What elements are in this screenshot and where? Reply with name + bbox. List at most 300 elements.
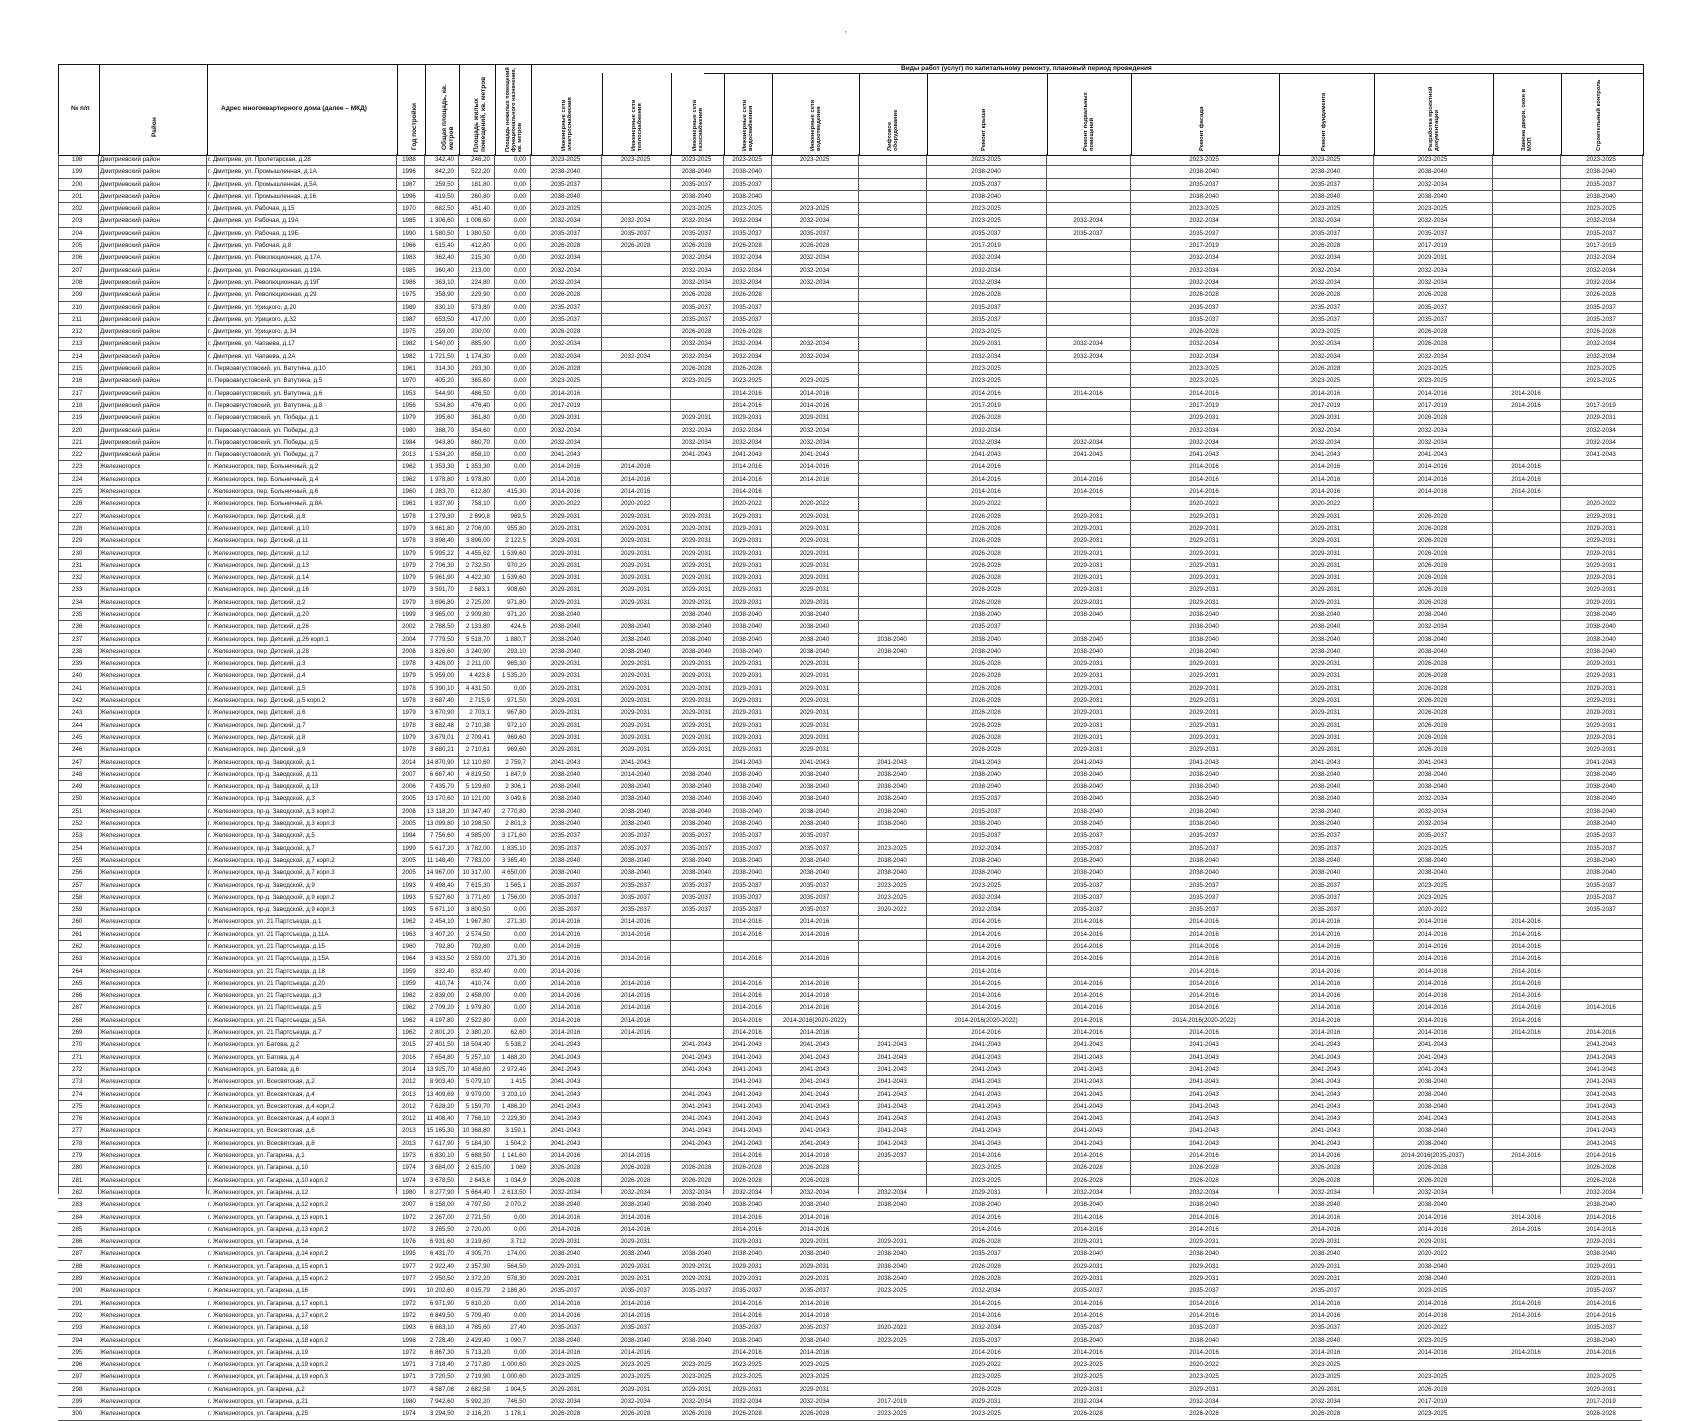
cell-s: 13 118,20 [426, 807, 454, 815]
cell-work: 2029-2031 [1189, 1238, 1219, 1246]
cell-work: 2035-2037 [732, 893, 762, 901]
cell-s: 1 580,50 [429, 229, 454, 237]
cell-s: 1 283,70 [429, 488, 454, 496]
cell-work: 2035-2037 [681, 303, 712, 311]
cell-s: 4 587,08 [429, 1385, 454, 1393]
table-row [58, 855, 1642, 867]
table-row [58, 1175, 1642, 1187]
cell-s: 7 779,50 [429, 635, 454, 643]
cell-work: 2023-2025 [1310, 328, 1341, 336]
cell-work: 2041-2043 [1310, 1053, 1341, 1061]
cell-work: 2014-2016 [799, 475, 830, 483]
cell-work: 2041-2043 [971, 1041, 1001, 1049]
cell-work [1492, 375, 1560, 386]
cell-d: Дмитриевский район [100, 168, 160, 176]
cell-work: 2035-2037 [1073, 893, 1103, 901]
cell-work: 2029-2031 [1586, 549, 1616, 557]
cell-work [771, 326, 858, 337]
cell-work: 2041-2043 [550, 1102, 581, 1110]
cell-work: 2014-2016 [1189, 488, 1219, 496]
cell-n: 218 [72, 401, 83, 409]
cell-work: 2041-2043 [1310, 1102, 1341, 1110]
cell-work: 2035-2037 [550, 893, 581, 901]
cell-work [858, 990, 926, 1001]
cell-work: 2029-2031 [732, 598, 762, 606]
cell-work: 2035-2037 [1189, 303, 1219, 311]
cell-work: 2014-2016 [1511, 1152, 1541, 1160]
cell-work [601, 1101, 670, 1112]
cell-n: 290 [72, 1287, 83, 1295]
cell-work: 2014-2016 [550, 943, 581, 950]
cell-work [858, 929, 926, 940]
cell-work: 2035-2037 [732, 906, 762, 914]
cell-work: 2026-2028 [681, 242, 712, 250]
table-row [58, 375, 1642, 387]
cell-a: п. Первоавгустовский, ул. Ватутина, д.8 [208, 401, 323, 409]
cell-work: 2032-2034 [732, 217, 762, 225]
cell-work [1492, 658, 1560, 669]
cell-work: 2038-2040 [971, 647, 1001, 655]
cell-work: 2029-2031 [1310, 746, 1341, 754]
cell-work: 2032-2034 [1189, 278, 1219, 286]
cell-a: п. Первоавгустовский, ул. Победы, д.1 [208, 414, 319, 422]
cell-work [1492, 1187, 1560, 1198]
cell-r: 260,80 [471, 192, 490, 200]
cell-work: 2026-2028 [1417, 1176, 1448, 1184]
cell-work: 2038-2040 [1310, 623, 1341, 631]
cell-work: 2041-2043 [877, 1102, 907, 1110]
cell-s: 342,40 [435, 156, 454, 163]
table-row [58, 1039, 1642, 1051]
cell-nr: 2 770,80 [501, 807, 526, 815]
cell-work [1492, 621, 1560, 632]
cell-nr: 578,30 [507, 1275, 526, 1283]
cell-work: 2041-2043 [1073, 1115, 1103, 1123]
cell-work: 2026-2028 [1417, 672, 1448, 680]
cell-work: 2038-2040 [1310, 192, 1341, 200]
cell-work: 2029-2031 [799, 537, 830, 545]
cell-work: 2020-2022 [1189, 1361, 1219, 1369]
cell-work: 2038-2040 [1586, 1250, 1616, 1258]
table-row [58, 437, 1642, 449]
table-row [58, 1089, 1642, 1101]
cell-work [858, 486, 926, 497]
cell-work: 2026-2028 [971, 733, 1001, 741]
cell-work: 2032-2034 [1417, 352, 1448, 360]
cell-work: 2041-2043 [681, 1102, 712, 1110]
cell-work: 2029-2031 [681, 733, 712, 741]
cell-work: 2035-2037 [1189, 1324, 1219, 1332]
cell-work [1046, 425, 1130, 436]
cell-s: 419,50 [435, 192, 454, 200]
cell-r: 2 458,00 [465, 992, 490, 1000]
cell-work: 2014-2016 [1417, 930, 1448, 938]
cell-work: 2041-2043 [1189, 1127, 1219, 1135]
cell-work: 2041-2043 [1189, 1053, 1219, 1061]
cell-work: 2029-2031 [1310, 598, 1341, 606]
cell-work: 2029-2031 [1073, 709, 1103, 717]
cell-n: 221 [72, 438, 83, 446]
cell-work [771, 302, 858, 313]
cell-work: 2029-2031 [799, 1385, 830, 1393]
cell-work: 2029-2031 [550, 660, 581, 668]
cell-work: 2029-2031 [1073, 1385, 1103, 1393]
cell-y: 2012 [402, 1115, 416, 1123]
cell-s: 11 148,40 [426, 856, 454, 864]
cell-work [1492, 228, 1560, 239]
cell-n: 239 [72, 660, 83, 668]
cell-y: 1979 [402, 549, 416, 557]
cell-d: Железногорск [100, 770, 141, 778]
cell-y: 2013 [402, 451, 416, 459]
cell-n: 280 [72, 1164, 83, 1172]
table-row [58, 1162, 1642, 1174]
cell-work: 2014-2016 [1310, 1348, 1341, 1356]
cell-d: Дмитриевский район [100, 340, 160, 348]
cell-work [601, 203, 670, 214]
cell-nr: 0,00 [513, 451, 526, 459]
cell-work: 2023-2025 [550, 1373, 581, 1381]
cell-y: 1962 [402, 475, 416, 483]
cell-work: 2038-2040 [799, 807, 830, 815]
cell-work [670, 498, 723, 509]
cell-work [858, 1027, 926, 1038]
cell-work: 2038-2040 [971, 770, 1001, 778]
cell-work: 2041-2043 [971, 451, 1001, 459]
cell-work: 2014-2016 [971, 463, 1001, 471]
cell-work: 2014-2016 [1310, 488, 1341, 496]
cell-a: г. Железногорск, пер. Больничный, д.8А [208, 500, 323, 508]
cell-work: 2038-2040 [550, 192, 581, 200]
cell-nr: 970,20 [507, 561, 526, 569]
cell-s: 314,30 [435, 365, 454, 373]
cell-work: 2038-2040 [799, 623, 830, 631]
cell-work: 2023-2025 [971, 1164, 1001, 1172]
cell-y: 2006 [402, 783, 416, 791]
cell-work: 2038-2040 [1417, 610, 1448, 618]
cell-work: 2029-2031 [620, 660, 651, 668]
cell-nr: 0,00 [513, 217, 526, 225]
cell-r: 213,00 [471, 266, 490, 274]
cell-nr: 1 880,7 [505, 635, 526, 643]
cell-work: 2029-2031 [732, 414, 762, 422]
cell-work: 2041-2043 [1189, 1102, 1219, 1110]
cell-work: 2032-2034 [877, 1188, 907, 1196]
cell-work: 2020-2022 [1310, 500, 1341, 508]
table-row [58, 707, 1642, 719]
cell-n: 240 [72, 672, 83, 680]
cell-r: 412,80 [471, 242, 490, 250]
cell-work: 2026-2028 [1417, 721, 1448, 729]
cell-y: 2005 [402, 856, 416, 864]
cell-a: г. Железногорск, ул. Гагарина, д.19 корп.3 [208, 1373, 328, 1381]
cell-work: 2038-2040 [550, 623, 581, 631]
cell-work: 2014-2016 [1511, 967, 1541, 975]
cell-work: 2014-2016 [1586, 1299, 1616, 1307]
cell-work: 2041-2043 [1189, 1139, 1219, 1147]
cell-work: 2035-2037 [1586, 893, 1616, 901]
cell-work [601, 338, 670, 349]
cell-work: 2014-2016 [1417, 1311, 1448, 1319]
cell-y: 1961 [402, 365, 416, 373]
cell-work: 2035-2037 [620, 229, 651, 237]
cell-nr: 971,20 [507, 610, 526, 618]
cell-work: 2038-2040 [1189, 1250, 1219, 1258]
cell-s: 3 687,40 [429, 697, 454, 705]
cell-work: 2038-2040 [620, 1201, 651, 1209]
cell-work: 2026-2028 [1417, 684, 1448, 692]
cell-n: 279 [72, 1152, 83, 1160]
cell-work [858, 1310, 926, 1321]
cell-work: 2026-2028 [971, 561, 1001, 569]
cell-work [601, 425, 670, 436]
cell-work: 2023-2025 [877, 893, 907, 901]
cell-a: г. Дмитриев, ул. Промышленная, д.16 [208, 192, 317, 200]
cell-r: 200,00 [471, 328, 490, 336]
table-row [58, 511, 1642, 523]
cell-s: 3 678,50 [429, 1176, 454, 1184]
cell-work [601, 277, 670, 288]
cell-work [858, 572, 926, 583]
cell-work: 2029-2031 [732, 1385, 762, 1393]
table-row [58, 1261, 1642, 1273]
cell-work [1046, 154, 1130, 165]
cell-a: г. Железногорск, пер. Больничный, д.2 [208, 463, 319, 471]
cell-work [670, 1310, 723, 1321]
cell-work [858, 314, 926, 325]
cell-work [1492, 572, 1560, 583]
cell-work: 2023-2025 [971, 881, 1001, 889]
cell-nr: 0,00 [513, 1004, 526, 1012]
cell-work [1492, 560, 1560, 571]
cell-a: г. Железногорск, пр-д. Заводской, д.7 корп.3 [208, 869, 335, 877]
cell-work: 2038-2040 [1189, 168, 1219, 176]
cell-work: 2014-2016 [971, 967, 1001, 975]
cell-work: 2014-2016 [1310, 967, 1341, 975]
cell-work: 2029-2031 [681, 660, 712, 668]
table-row [58, 1408, 1642, 1420]
cell-work: 2038-2040 [1417, 783, 1448, 791]
cell-s: 259,50 [435, 180, 454, 188]
cell-nr: 0,00 [513, 242, 526, 250]
cell-work [670, 486, 723, 497]
cell-y: 1972 [402, 1225, 416, 1233]
cell-y: 1974 [402, 1410, 416, 1418]
cell-d: Железногорск [100, 955, 141, 963]
grid-line [530, 154, 531, 1194]
cell-nr: 1 000,60 [501, 1373, 526, 1381]
cell-work [858, 695, 926, 706]
cell-work: 2023-2025 [1417, 1373, 1448, 1381]
cell-s: 2 788,50 [429, 623, 454, 631]
cell-nr: 0,00 [513, 205, 526, 213]
cell-s: 3 718,40 [429, 1361, 454, 1369]
table-row [58, 277, 1642, 289]
cell-work [1046, 166, 1130, 177]
cell-r: 2 372,20 [465, 1275, 490, 1283]
cell-work [858, 1212, 926, 1223]
table-row [58, 326, 1642, 338]
cell-work: 2035-2037 [681, 180, 712, 188]
cell-work [858, 302, 926, 313]
table-row [58, 203, 1642, 215]
cell-work: 2038-2040 [620, 869, 651, 877]
cell-work: 2041-2043 [971, 1078, 1001, 1086]
cell-work: 2017-2019 [550, 401, 581, 409]
cell-work [1492, 425, 1560, 436]
cell-s: 6 431,70 [429, 1250, 454, 1258]
cell-work: 2032-2034 [971, 426, 1001, 434]
cell-work: 2029-2031 [550, 598, 581, 606]
table-row [58, 1347, 1642, 1359]
cell-r: 4 423,8 [469, 672, 490, 680]
cell-work: 2035-2037 [799, 881, 830, 889]
cell-work [1046, 363, 1130, 374]
cell-work: 2035-2037 [681, 229, 712, 237]
cell-s: 832,40 [435, 967, 454, 975]
cell-work: 2026-2028 [681, 291, 712, 299]
cell-work: 2029-2031 [1189, 721, 1219, 729]
cell-nr: 1 539,60 [501, 574, 526, 582]
cell-work [1492, 1113, 1560, 1124]
cell-work: 2017-2019 [1417, 1397, 1448, 1405]
cell-work: 2035-2037 [1310, 881, 1341, 889]
cell-r: 2 559,00 [465, 955, 490, 963]
cell-n: 295 [72, 1348, 83, 1356]
cell-work: 2041-2043 [799, 1102, 830, 1110]
header-address: Адрес многоквартирного дома (далее – МКД) [221, 105, 367, 112]
cell-work: 2029-2031 [732, 660, 762, 668]
cell-work: 2032-2034 [550, 1397, 581, 1405]
cell-work: 2026-2028 [1586, 291, 1616, 299]
cell-work: 2014-2016 [971, 488, 1001, 496]
cell-nr: 969,60 [507, 733, 526, 741]
cell-work: 2029-2031 [1310, 721, 1341, 729]
cell-work [1492, 634, 1560, 645]
table-row [58, 695, 1642, 707]
cell-work: 2038-2040 [1586, 807, 1616, 815]
cell-work: 2041-2043 [1189, 1041, 1219, 1049]
cell-nr: 293,10 [507, 647, 526, 655]
table-row [58, 166, 1642, 178]
cell-work: 2032-2034 [681, 352, 712, 360]
cell-work: 2014-2016 [550, 1311, 581, 1319]
cell-work: 2032-2034 [732, 352, 762, 360]
cell-y: 1966 [402, 242, 416, 250]
cell-work: 2014-2016 [1189, 918, 1219, 926]
cell-nr: 1 504,2 [505, 1139, 526, 1147]
cell-work: 2038-2040 [877, 856, 907, 864]
cell-work: 2014-2016 [550, 1299, 581, 1307]
cell-d: Дмитриевский район [100, 303, 160, 311]
cell-work: 2038-2040 [732, 1201, 762, 1209]
cell-d: Железногорск [100, 856, 141, 864]
cell-work: 2032-2034 [971, 438, 1001, 446]
cell-work: 2035-2037 [799, 906, 830, 914]
cell-work [771, 179, 858, 190]
cell-work: 2035-2037 [681, 906, 712, 914]
cell-work: 2023-2025 [1189, 156, 1219, 163]
cell-work: 2029-2031 [1586, 733, 1616, 741]
cell-nr: 0,00 [513, 979, 526, 987]
cell-work [601, 289, 670, 300]
cell-work: 2041-2043 [681, 451, 712, 459]
cell-work: 2038-2040 [799, 795, 830, 803]
cell-a: г. Железногорск, ул. Гагарина, д.15 корп.1 [208, 1262, 328, 1270]
cell-work [1492, 314, 1560, 325]
cell-s: 1 837,90 [429, 500, 454, 508]
table-row [58, 744, 1642, 756]
cell-d: Железногорск [100, 1127, 141, 1135]
cell-nr: 0,00 [513, 1299, 526, 1307]
cell-d: Железногорск [100, 549, 141, 557]
cell-work: 2017-2019 [1586, 242, 1616, 250]
cell-work: 2014-2016 [1511, 955, 1541, 963]
cell-work: 2038-2040 [550, 820, 581, 828]
cell-work [858, 1347, 926, 1358]
table-row [58, 1101, 1642, 1113]
cell-work: 2029-2031 [799, 561, 830, 569]
cell-y: 1996 [402, 192, 416, 200]
cell-work [1492, 744, 1560, 755]
cell-work [858, 1175, 926, 1186]
cell-d: Железногорск [100, 1275, 141, 1283]
cell-a: г. Железногорск, пр-д. Заводской, д.9 корп.3 [208, 906, 335, 914]
cell-work: 2029-2031 [1310, 574, 1341, 582]
cell-work: 2026-2028 [732, 1176, 762, 1184]
cell-work: 2035-2037 [1310, 1324, 1341, 1332]
cell-work: 2026-2028 [1417, 524, 1448, 532]
cell-work: 2038-2040 [1586, 647, 1616, 655]
cell-a: г. Железногорск, ул. Гагарина, д.12 [208, 1188, 309, 1196]
cell-work: 2014-2016 [1189, 1152, 1219, 1160]
cell-work: 2038-2040 [1073, 610, 1103, 618]
cell-work [670, 1002, 723, 1013]
cell-work: 2026-2028 [1073, 1164, 1103, 1172]
cell-nr: 62,60 [510, 1029, 526, 1037]
cell-work: 2026-2028 [1417, 733, 1448, 741]
cell-r: 5 257,10 [465, 1053, 490, 1061]
cell-work: 2029-2031 [1310, 672, 1341, 680]
cell-work [601, 609, 670, 620]
cell-nr: 1 904,5 [505, 1385, 526, 1393]
cell-work: 2023-2025 [1586, 365, 1616, 373]
cell-s: 10 202,60 [426, 1287, 454, 1295]
cell-work: 2032-2034 [971, 254, 1001, 262]
cell-s: 11 408,40 [426, 1115, 454, 1123]
cell-work: 2029-2031 [1586, 697, 1616, 705]
cell-s: 9 498,40 [429, 881, 454, 889]
grid-line [1492, 154, 1493, 1194]
cell-work: 2014-2016 [732, 1311, 762, 1319]
table-row [58, 1310, 1642, 1322]
cell-n: 266 [72, 992, 83, 1000]
cell-work: 2041-2043 [550, 1127, 581, 1135]
cell-work: 2041-2043 [681, 1041, 712, 1049]
cell-work: 2038-2040 [971, 1201, 1001, 1209]
cell-work: 2029-2031 [681, 549, 712, 557]
cell-s: 6 158,00 [429, 1201, 454, 1209]
cell-r: 4 785,60 [465, 1324, 490, 1332]
cell-a: г. Дмитриев, ул. Революционная, д.29 [208, 291, 317, 299]
cell-work [1492, 904, 1560, 915]
cell-work: 2026-2028 [1189, 1410, 1219, 1418]
cell-work: 2029-2031 [1189, 672, 1219, 680]
table-row [58, 843, 1642, 855]
grid-line [494, 154, 495, 1194]
cell-work [1046, 375, 1130, 386]
cell-work: 2023-2025 [681, 1373, 712, 1381]
